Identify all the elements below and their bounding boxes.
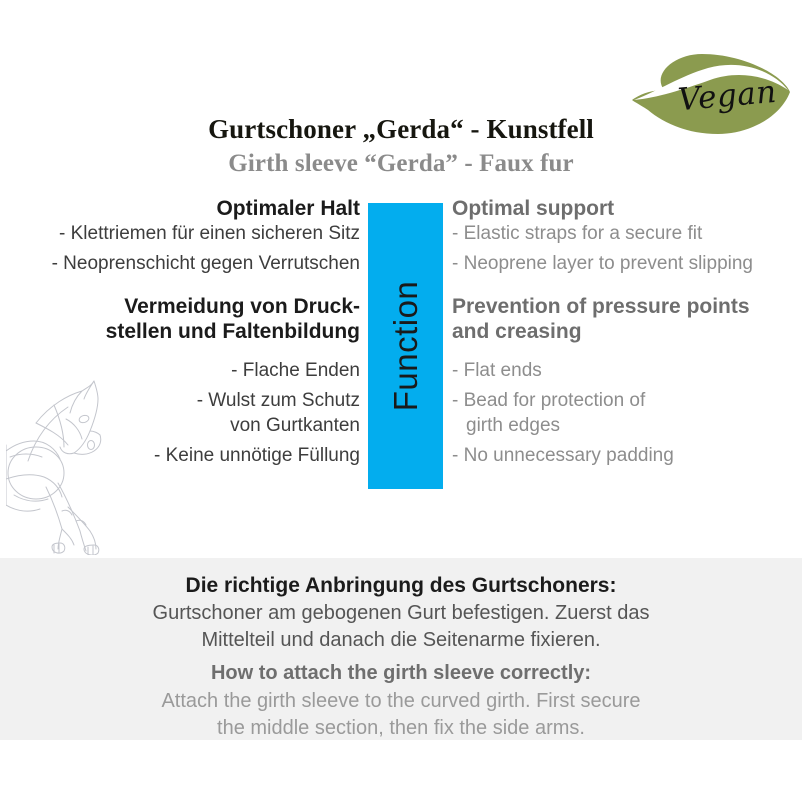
- feature-heading-en-2-line1: Prevention of pressure points: [452, 295, 750, 318]
- feature-item-en-2-3: - No unnecessary padding: [452, 445, 674, 466]
- spacer: [8, 344, 360, 358]
- feature-heading-de-2-line2: stellen und Faltenbildung: [105, 320, 360, 343]
- feature-item-de-2-1: - Flache Enden: [231, 360, 360, 381]
- instructions-text-en-line2: the middle section, then fix the side arms.: [217, 717, 585, 739]
- spacer: [8, 276, 360, 294]
- features-column-de: [8, 196, 360, 468]
- feature-heading-de-2-line1: Vermeidung von Druck-: [124, 295, 360, 318]
- instructions-text-de-line2: Mittelteil und danach die Seitenarme fixieren.: [201, 629, 601, 651]
- instructions-text-de-line1: Gurtschoner am gebogenen Gurt befestigen. Zuerst das: [152, 602, 650, 624]
- instructions-heading-de: Die richtige Anbringung des Gurtschoners:: [185, 574, 617, 597]
- page-title: [0, 112, 802, 181]
- instructions-panel: [0, 558, 802, 740]
- function-bar-label: Function: [386, 280, 424, 412]
- feature-item-en-2-2-cont: girth edges: [466, 415, 561, 436]
- vegan-logo-text: Vegan: [676, 73, 779, 119]
- spacer: [452, 344, 796, 358]
- feature-item-en-1-2: - Neoprene layer to prevent slipping: [452, 253, 754, 274]
- feature-item-de-2-2: - Wulst zum Schutz: [196, 390, 360, 411]
- features-column-en: [452, 196, 796, 468]
- instructions-text-en-line1: Attach the girth sleeve to the curved girth. First secure: [161, 690, 641, 712]
- feature-item-en-1-1: - Elastic straps for a secure fit: [452, 223, 703, 244]
- feature-item-de-1-1: - Klettriemen für einen sicheren Sitz: [59, 223, 360, 244]
- feature-item-de-2-2-cont: von Gurtkanten: [230, 415, 360, 436]
- page-title-en: Girth sleeve “Gerda” - Faux fur: [228, 150, 574, 177]
- feature-item-en-2-2: - Bead for protection of: [452, 390, 646, 411]
- instructions-heading-en: How to attach the girth sleeve correctly:: [210, 662, 592, 684]
- feature-heading-en-2-line2: and creasing: [452, 320, 582, 343]
- feature-item-en-2-1: - Flat ends: [452, 360, 542, 381]
- feature-item-de-2-3: - Keine unnötige Füllung: [154, 445, 360, 466]
- feature-heading-de-1: Optimaler Halt: [216, 197, 360, 220]
- page-title-de: Gurtschoner „Gerda“ - Kunstfell: [208, 114, 594, 144]
- feature-heading-en-1: Optimal support: [452, 197, 615, 220]
- function-bar: [368, 203, 443, 489]
- spacer: [452, 276, 796, 294]
- feature-item-de-1-2: - Neoprenschicht gegen Verrutschen: [51, 253, 360, 274]
